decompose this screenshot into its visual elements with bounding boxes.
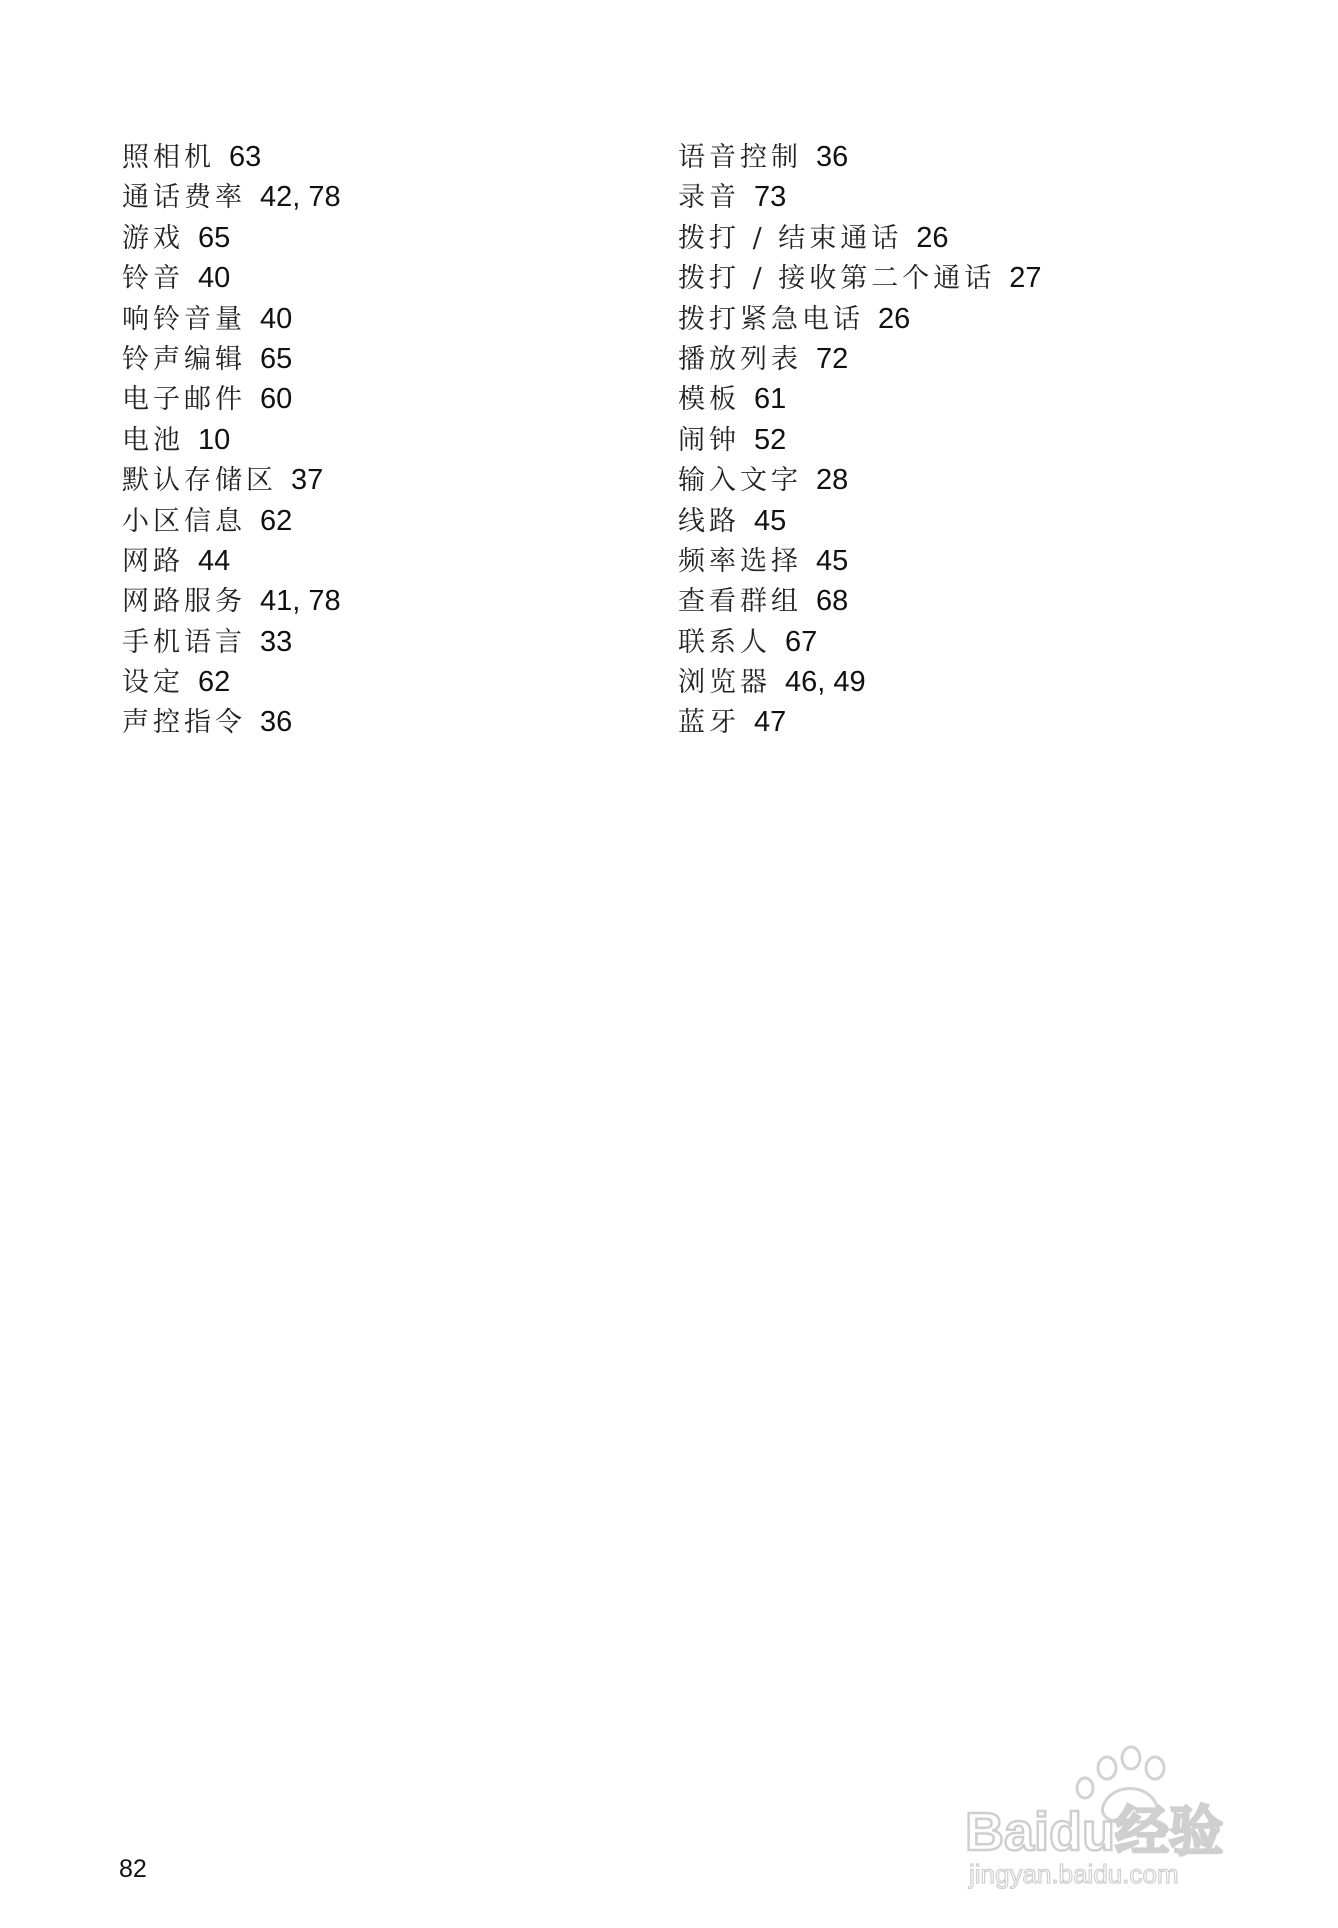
index-entry bbox=[122, 177, 341, 217]
index-entry bbox=[678, 501, 1042, 541]
index-entry bbox=[122, 299, 341, 339]
index-page-ref: 46, 49 bbox=[785, 666, 866, 699]
watermark-url: jingyan.baidu.com bbox=[969, 1859, 1179, 1889]
index-page-ref: 73 bbox=[754, 181, 787, 214]
index-term: 查看群组 bbox=[678, 586, 802, 618]
index-entry bbox=[122, 581, 341, 621]
index-page-ref: 72 bbox=[816, 342, 849, 375]
index-term: 模板 bbox=[678, 384, 740, 416]
index-entry bbox=[678, 137, 1042, 177]
index-entry bbox=[678, 581, 1042, 621]
index-page-ref: 68 bbox=[816, 585, 849, 618]
watermark-brand: Baidu经验 bbox=[965, 1802, 1224, 1862]
index-entry bbox=[122, 379, 341, 419]
index-page-ref: 28 bbox=[816, 464, 849, 497]
index-term: 拨打 / 结束通话 bbox=[678, 222, 903, 254]
index-page-ref: 63 bbox=[229, 141, 262, 173]
index-term: 蓝牙 bbox=[678, 707, 740, 739]
index-page-ref: 10 bbox=[198, 423, 231, 456]
index-term: 电子邮件 bbox=[122, 384, 246, 416]
index-entry bbox=[122, 622, 341, 662]
index-entry bbox=[678, 702, 1042, 742]
index-page-ref: 37 bbox=[291, 464, 324, 497]
index-page-ref: 61 bbox=[754, 383, 787, 416]
index-entry bbox=[678, 662, 1042, 702]
index-page-ref: 36 bbox=[816, 141, 849, 173]
index-term: 线路 bbox=[678, 505, 740, 537]
index-term: 联系人 bbox=[678, 626, 771, 658]
index-page-ref: 52 bbox=[754, 423, 787, 456]
index-entry bbox=[678, 299, 1042, 339]
index-page-ref: 27 bbox=[1009, 262, 1042, 295]
index-page-ref: 67 bbox=[785, 625, 818, 658]
index-page-ref: 44 bbox=[198, 544, 231, 577]
index-page-ref: 45 bbox=[816, 544, 849, 577]
index-entry bbox=[122, 137, 341, 177]
index-page-ref: 45 bbox=[754, 504, 787, 537]
index-page-ref: 47 bbox=[754, 706, 787, 739]
index-term: 语音控制 bbox=[678, 142, 802, 173]
index-entry bbox=[678, 258, 1042, 298]
index-term: 响铃音量 bbox=[122, 303, 246, 335]
index-entry bbox=[678, 339, 1042, 379]
index-term: 拨打 / 接收第二个通话 bbox=[678, 263, 996, 295]
index-entry bbox=[122, 218, 341, 258]
index-term: 输入文字 bbox=[678, 465, 802, 497]
index-page-ref: 26 bbox=[878, 302, 911, 335]
index-page-ref: 62 bbox=[198, 666, 231, 699]
index-term: 设定 bbox=[122, 667, 184, 699]
index-entry bbox=[678, 420, 1042, 460]
index-term: 默认存储区 bbox=[122, 465, 277, 497]
index-entry bbox=[122, 258, 341, 298]
index-page-ref: 62 bbox=[260, 504, 293, 537]
index-term: 录音 bbox=[678, 182, 740, 214]
index-column-left bbox=[122, 137, 341, 743]
index-page-ref: 65 bbox=[198, 221, 231, 254]
index-term: 拨打紧急电话 bbox=[678, 303, 864, 335]
index-entry bbox=[122, 501, 341, 541]
index-entry bbox=[122, 662, 341, 702]
index-column-right bbox=[678, 137, 1042, 743]
index-entry bbox=[122, 339, 341, 379]
index-term: 通话费率 bbox=[122, 182, 246, 214]
index-entry bbox=[122, 420, 341, 460]
index-page-ref: 42, 78 bbox=[260, 181, 341, 214]
index-entry bbox=[122, 541, 341, 581]
index-term: 电池 bbox=[122, 424, 184, 456]
index-entry bbox=[122, 460, 341, 500]
index-entry bbox=[678, 541, 1042, 581]
index-entry bbox=[678, 460, 1042, 500]
index-term: 网路服务 bbox=[122, 586, 246, 618]
index-term: 小区信息 bbox=[122, 505, 246, 537]
index-term: 游戏 bbox=[122, 222, 184, 254]
index-term: 网路 bbox=[122, 545, 184, 577]
baidu-jingyan-watermark bbox=[955, 1740, 1275, 1890]
index-term: 铃音 bbox=[122, 263, 184, 295]
index-page-ref: 40 bbox=[260, 302, 293, 335]
index-entry bbox=[678, 177, 1042, 217]
index-entry bbox=[678, 218, 1042, 258]
index-page-ref: 60 bbox=[260, 383, 293, 416]
index-page-ref: 40 bbox=[198, 262, 231, 295]
index-entry bbox=[678, 622, 1042, 662]
index-page-ref: 36 bbox=[260, 706, 293, 739]
index-page-ref: 41, 78 bbox=[260, 585, 341, 618]
index-term: 照相机 bbox=[122, 142, 215, 173]
index-term: 闹钟 bbox=[678, 424, 740, 456]
index-term: 浏览器 bbox=[678, 667, 771, 699]
index-page-ref: 33 bbox=[260, 625, 293, 658]
page-number: 82 bbox=[119, 1855, 147, 1883]
index-page-ref: 26 bbox=[916, 221, 949, 254]
index-page-ref: 65 bbox=[260, 342, 293, 375]
index-term: 播放列表 bbox=[678, 343, 802, 375]
index-entry bbox=[122, 702, 341, 742]
index-term: 声控指令 bbox=[122, 707, 246, 739]
index-term: 手机语言 bbox=[122, 626, 246, 658]
index-entry bbox=[678, 379, 1042, 419]
index-term: 频率选择 bbox=[678, 545, 802, 577]
index-term: 铃声编辑 bbox=[122, 343, 246, 375]
